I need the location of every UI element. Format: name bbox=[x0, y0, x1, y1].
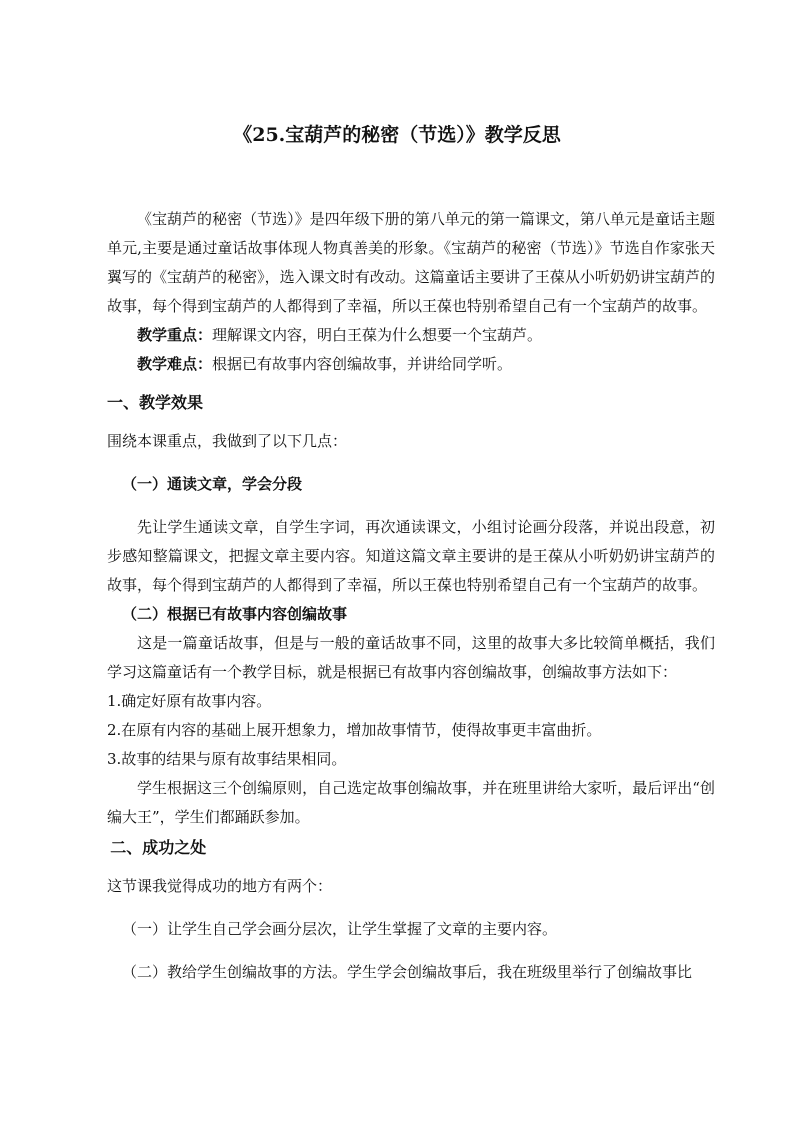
teaching-difficulty bbox=[107, 350, 715, 379]
section-2-lead: 这节课我觉得成功的地方有两个： bbox=[107, 877, 333, 895]
section-2-point-1: （一）让学生自己学会画分层次，让学生掌握了文章的主要内容。 bbox=[122, 920, 558, 938]
section-1-sub-2-text: 这是一篇童话故事，但是与一般的童话故事不同，这里的故事大多比较简单概括，我们学习这篇童话有一个教学目标，就是根据已有故事内容创编故事，创编故事方法如下： bbox=[107, 634, 715, 681]
section-1-sub-1-text: 先让学生通读文章，自学生字词，再次通读课文，小组讨论画分段落，并说出段意，初步感知整篇课文，把握文章主要内容。知道这篇文章主要讲的是王葆从小听奶奶讲宝葫芦的故事，每个得到宝葫芦的人都得到了幸福，所以王葆也特别希望自己有一个宝葫芦的故事。 bbox=[107, 518, 715, 594]
section-1-heading: 一、教学效果 bbox=[107, 393, 204, 412]
section-1-sub-2-closing: 学生根据这三个创编原则，自己选定故事创编故事，并在班里讲给大家听，最后评出“创编大王”，学生们都踊跃参加。 bbox=[107, 779, 715, 826]
intro-paragraph: 《宝葫芦的秘密（节选）》是四年级下册的第八单元的第一篇课文，第八单元是童话主题单元,主要是通过童话故事体现人物真善美的形象。《宝葫芦的秘密（节选）》节选自作家张天翼写的《宝葫芦的秘密》，选入课文时有改动。这篇童话主要讲了王葆从小听奶奶讲宝葫芦的故事，每个得到宝葫芦的人都得到了幸福，所以王葆也特别希望自己有一个宝葫芦的故事。 bbox=[107, 210, 715, 315]
teaching-difficulty-text: 根据已有故事内容创编故事，并讲给同学听。 bbox=[212, 355, 513, 373]
section-2-heading: 二、成功之处 bbox=[110, 838, 207, 857]
document-title: 《25.宝葫芦的秘密（节选）》教学反思 bbox=[233, 124, 561, 146]
teaching-difficulty-label: 教学难点： bbox=[137, 355, 213, 373]
section-1-sub-2-heading: （二）根据已有故事内容创编故事 bbox=[122, 605, 348, 623]
teaching-focus-label: 教学重点： bbox=[137, 326, 213, 344]
teaching-focus-text: 理解课文内容，明白王葆为什么想要一个宝葫芦。 bbox=[212, 326, 543, 344]
document-body bbox=[107, 205, 715, 987]
method-item-1: 1.确定好原有故事内容。 bbox=[107, 692, 272, 710]
section-2-point-2: （二）教给学生创编故事的方法。学生学会创编故事后，我在班级里举行了创编故事比 bbox=[122, 963, 693, 981]
section-1-lead: 围绕本课重点，我做到了以下几点： bbox=[107, 432, 348, 450]
section-1-sub-1-heading: （一）通读文章，学会分段 bbox=[122, 475, 303, 493]
teaching-focus bbox=[107, 321, 715, 350]
method-item-2: 2.在原有内容的基础上展开想象力，增加故事情节，使得故事更丰富曲折。 bbox=[107, 721, 602, 739]
method-item-3: 3.故事的结果与原有故事结果相同。 bbox=[107, 750, 347, 768]
